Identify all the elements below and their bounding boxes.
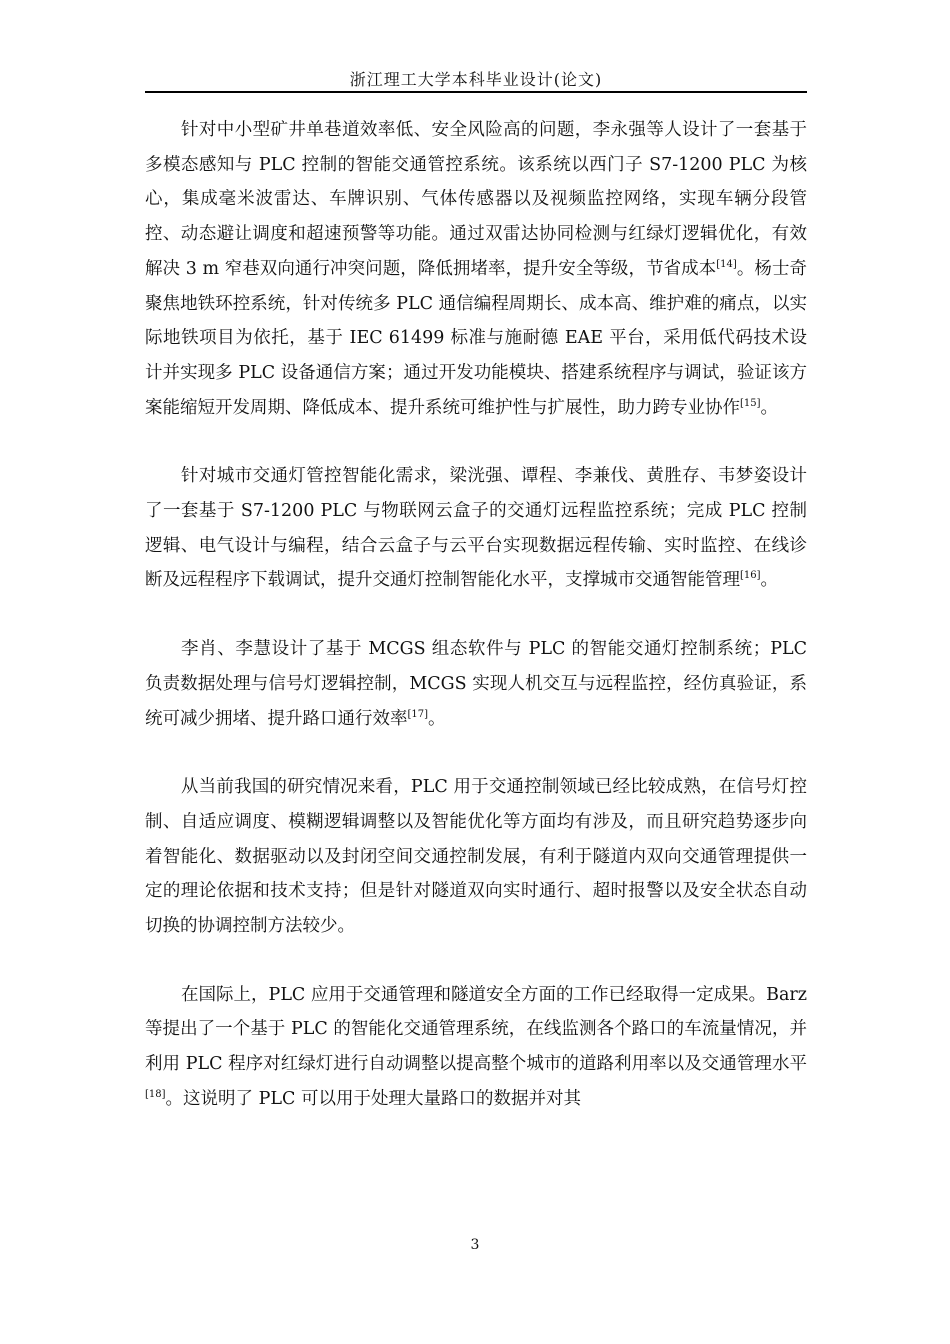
paragraph-text: 针对城市交通灯管控智能化需求，梁洸强、谭程、李兼伐、黄胜存、韦梦姿设计了一套基于 S7-1200 PLC 与物联网云盒子的交通灯远程监控系统；完成 PLC 控制逻辑、电气设计与编程，结合云盒子与云平台实现数据远程传输、实时监控、在线诊断及远程程序下载调试，提升交通灯控制智能化水平，支撑城市交通智能管理 [145,466,807,591]
citation-ref: [17] [407,708,429,720]
document-body [145,113,807,1151]
paragraph-text: 。 [760,570,779,591]
page-header-title: 浙江理工大学本科毕业设计(论文) [349,70,603,89]
paragraph-1 [145,113,807,425]
citation-ref: [16] [740,570,761,582]
paragraph-text: 在国际上，PLC 应用于交通管理和隧道安全方面的工作已经取得一定成果。Barz 等提出了一个基于 PLC 的智能化交通管理系统，在线监测各个路口的车流量情况，并利用 PLC 程序对红绿灯进行自动调整以提高整个城市的道路利用率以及交通管理水平 [145,984,807,1075]
paragraph-text: 。 [760,397,779,418]
citation-ref: [18] [145,1089,166,1101]
paragraph-text: 针对中小型矿井单巷道效率低、安全风险高的问题，李永强等人设计了一套基于多模态感知与 PLC 控制的智能交通管控系统。该系统以西门子 S7-1200 PLC 为核心，集成毫米波雷达、车牌识别、气体传感器以及视频监控网络，实现车辆分段管控、动态避让调度和超速预警等功能。通过双雷达协同检测与红绿灯逻辑优化，有效解决 3 m 窄巷双向通行冲突问题，降低拥堵率，提升安全等级，节省成本 [145,120,807,279]
paragraph-3 [145,632,807,736]
paragraph-4 [145,770,807,944]
citation-ref: [14] [716,258,737,270]
paragraph-text: 。杨士奇聚焦地铁环控系统，针对传统多 PLC 通信编程周期长、成本高、维护难的痛点，以实际地铁项目为依托，基于 IEC 61499 标准与施耐德 EAE 平台，采用低代码技术设计并实现多 PLC 设备通信方案；通过开发功能模块、搭建系统程序与调试，验证该方案能缩短开发周期、降低成本、提升系统可维护性与扩展性，助力跨专业协作 [145,258,808,418]
paragraph-5 [145,978,807,1117]
paragraph-text: 李肖、李慧设计了基于 MCGS 组态软件与 PLC 的智能交通灯控制系统；PLC 负责数据处理与信号灯逻辑控制，MCGS 实现人机交互与远程监控，经仿真验证，系统可减少拥堵、提升路口通行效率 [145,639,807,729]
paragraph-text: 从当前我国的研究情况来看，PLC 用于交通控制领域已经比较成熟，在信号灯控制、自适应调度、模糊逻辑调整以及智能优化等方面均有涉及，而且研究趋势逐步向着智能化、数据驱动以及封闭空间交通控制发展，有利于隧道内双向交通管理提供一定的理论依据和技术支持；但是针对隧道双向实时通行、超时报警以及安全状态自动切换的协调控制方法较少。 [145,777,807,937]
paragraph-text: 。这说明了 PLC 可以用于处理大量路口的数据并对其 [165,1088,581,1109]
paragraph-2 [145,459,807,598]
header-rule [145,91,807,93]
citation-ref: [15] [740,397,761,409]
paragraph-text: 。 [428,708,446,729]
page-number: 3 [470,1237,480,1253]
